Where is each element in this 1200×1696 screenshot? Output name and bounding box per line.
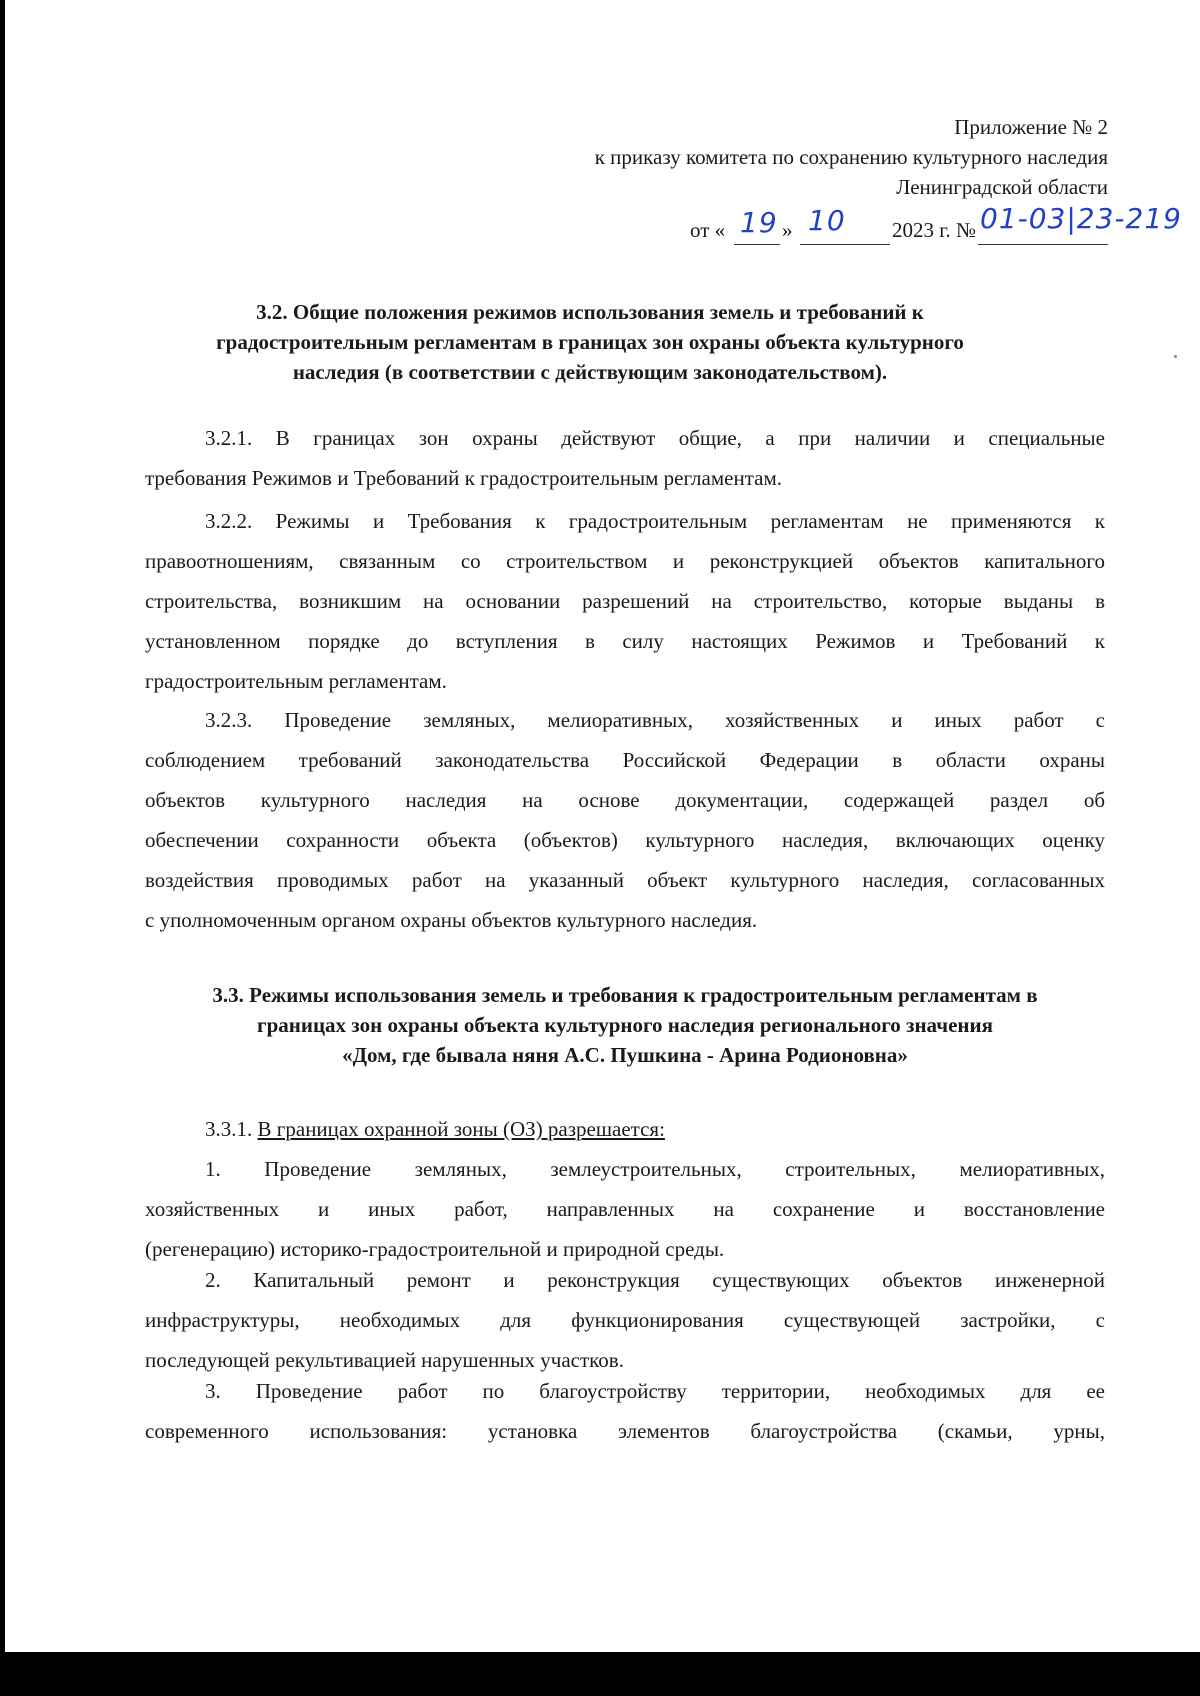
text-line: 1. Проведение земляных, землеустроительных, строительных, мелиоративных, xyxy=(205,1157,1105,1181)
heading-line: градостроительным регламентам в границах зон охраны объекта культурного xyxy=(216,330,964,354)
text-line: инфраструктуры, необходимых для функционирования существующей застройки, с xyxy=(145,1308,1105,1332)
text-line: последующей рекультивацией нарушенных участков. xyxy=(145,1348,624,1372)
text-line: 3.2.3. Проведение земляных, мелиоративных, хозяйственных и иных работ с xyxy=(205,708,1105,732)
heading-line: наследия (в соответствии с действующим законодательством). xyxy=(292,360,888,384)
section-3-2-title xyxy=(120,297,1060,387)
item-2 xyxy=(145,1260,1105,1380)
heading-line: 3.3. Режимы использования земель и требования к градостроительным регламентам в xyxy=(212,983,1038,1007)
text-line: хозяйственных и иных работ, направленных на сохранение и восстановление xyxy=(145,1197,1105,1221)
text-line: обеспечении сохранности объекта (объектов) культурного наследия, включающих оценку xyxy=(145,828,1105,852)
text-line xyxy=(145,1109,1105,1149)
text-line: строительства, возникшим на основании разрешений на строительство, которые выданы в xyxy=(145,589,1105,613)
text-line: 2. Капитальный ремонт и реконструкция существующих объектов инженерной xyxy=(205,1268,1105,1292)
text-line: требования Режимов и Требований к градостроительным регламентам. xyxy=(145,466,782,490)
paragraph-3-2-2 xyxy=(145,501,1105,701)
text-line: (регенерацию) историко-градостроительной и природной среды. xyxy=(145,1237,725,1261)
appendix-number: Приложение № 2 xyxy=(954,115,1108,139)
text-line: воздействия проводимых работ на указанный объект культурного наследия, согласованных xyxy=(145,868,1105,892)
text-line: соблюдением требований законодательства Российской Федерации в области охраны xyxy=(145,748,1105,772)
handwritten-order-number: 01-03|23-219 xyxy=(980,202,1182,235)
text-line: 3.2.2. Режимы и Требования к градостроительным регламентам не применяются к xyxy=(205,509,1105,533)
appendix-order-ref: к приказу комитета по сохранению культурного наследия xyxy=(594,145,1108,169)
text-line: современного использования: установка элементов благоустройства (скамьи, урны, xyxy=(145,1419,1105,1443)
section-3-3-title xyxy=(140,980,1110,1070)
handwritten-month: 10 xyxy=(808,204,846,237)
subsection-number: 3.3.1. xyxy=(205,1117,258,1141)
order-prefix: от « xyxy=(690,218,726,242)
text-line: 3. Проведение работ по благоустройству территории, необходимых для ее xyxy=(205,1379,1105,1403)
appendix-block xyxy=(595,112,1108,202)
order-day-close: » xyxy=(782,218,793,242)
scan-edge-bottom xyxy=(0,1652,1200,1696)
paragraph-3-2-1 xyxy=(145,418,1105,498)
item-1 xyxy=(145,1149,1105,1269)
order-date-line xyxy=(690,202,1182,248)
order-year: 2023 г. № xyxy=(892,218,977,242)
text-line: с уполномоченным органом охраны объектов культурного наследия. xyxy=(145,908,758,932)
subsection-heading: В границах охранной зоны (ОЗ) разрешается: xyxy=(257,1117,665,1141)
heading-line: 3.2. Общие положения режимов использования земель и требований к xyxy=(256,300,924,324)
paragraph-3-2-3 xyxy=(145,700,1105,940)
text-line: правоотношениям, связанным со строительством и реконструкцией объектов капитального xyxy=(145,549,1105,573)
appendix-region: Ленинградской области xyxy=(896,175,1108,199)
item-3 xyxy=(145,1371,1105,1451)
subsection-3-3-1 xyxy=(145,1109,1105,1149)
handwritten-day: 19 xyxy=(740,206,778,239)
scan-edge-left xyxy=(0,0,5,1696)
text-line: 3.2.1. В границах зон охраны действуют общие, а при наличии и специальные xyxy=(205,426,1105,450)
heading-line: границах зон охраны объекта культурного наследия регионального значения xyxy=(257,1013,993,1037)
text-line: установленном порядке до вступления в силу настоящих Режимов и Требований к xyxy=(145,629,1105,653)
text-line: градостроительным регламентам. xyxy=(145,669,447,693)
text-line: объектов культурного наследия на основе документации, содержащей раздел об xyxy=(145,788,1105,812)
scan-speck xyxy=(1174,355,1177,358)
heading-line: «Дом, где бывала няня А.С. Пушкина - Арина Родионовна» xyxy=(342,1043,908,1067)
